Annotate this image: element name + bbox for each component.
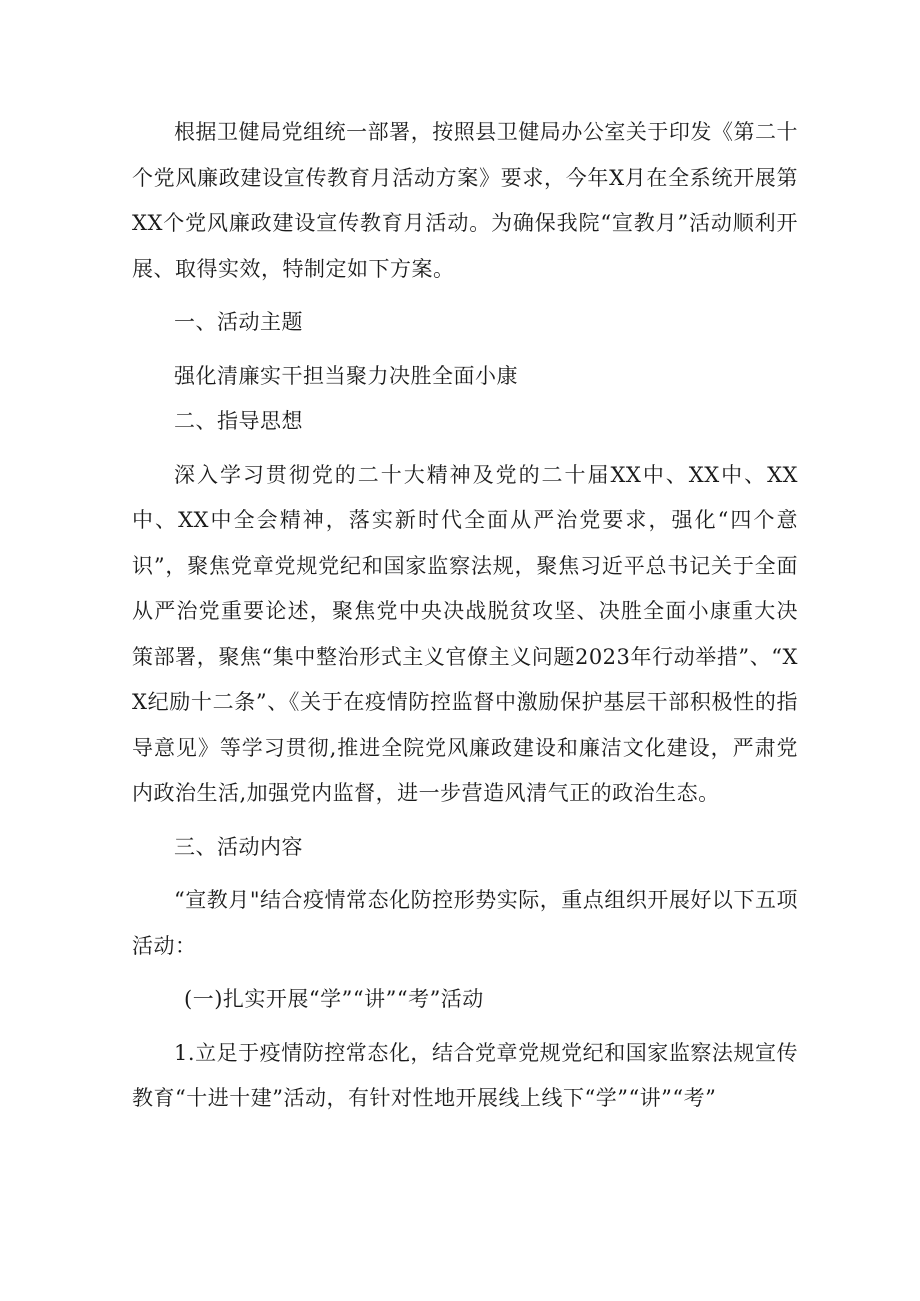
guiding-thought-paragraph: 深入学习贯彻党的二十大精神及党的二十届XX中、XX中、XX中、XX中全会精神，落实新时代全面从严治党要求，强化“四个意识”，聚焦党章党规党纪和国家监察法规，聚焦习近平总书记关于全面从严治党重要论述，聚焦党中央决战脱贫攻坚、决胜全面小康重大决策部署，聚焦“集中整治形式主义官僚主义问题2023年行动举措”、“XX纪励十二条”、《关于在疫情防控监督中激励保护基层干部积极性的指导意见》等学习贯彻,推进全院党风廉政建设和廉洁文化建设，严肃党内政治生活,加强党内监督，进一步营造风清气正的政治生态。 bbox=[132, 462, 798, 805]
section-heading-guiding-thought: 二、指导思想 bbox=[174, 409, 303, 433]
document-body bbox=[132, 110, 798, 1122]
item-1-paragraph: 1.立足于疫情防控常态化，结合党章党规党纪和国家监察法规宣传教育“十进十建”活动，有针对性地开展线上线下“学”“讲”“考” bbox=[132, 1040, 798, 1110]
activity-content-paragraph: “宣教月"结合疫情常态化防控形势实际，重点组织开展好以下五项活动： bbox=[132, 888, 798, 958]
intro-paragraph: 根据卫健局党组统一部署，按照县卫健局办公室关于印发《第二十个党风廉政建设宣传教育月活动方案》要求，今年X月在全系统开展第XX个党风廉政建设宣传教育月活动。为确保我院“宣教月”活动顺利开展、取得实效，特制定如下方案。 bbox=[132, 120, 798, 281]
section-heading-activity-content: 三、活动内容 bbox=[174, 834, 303, 859]
section-heading-theme: 一、活动主题 bbox=[174, 310, 303, 334]
theme-paragraph: 强化清廉实干担当聚力决胜全面小康 bbox=[174, 363, 518, 388]
subsection-heading-study: (一)扎实开展“学”“讲”“考”活动 bbox=[184, 987, 484, 1011]
